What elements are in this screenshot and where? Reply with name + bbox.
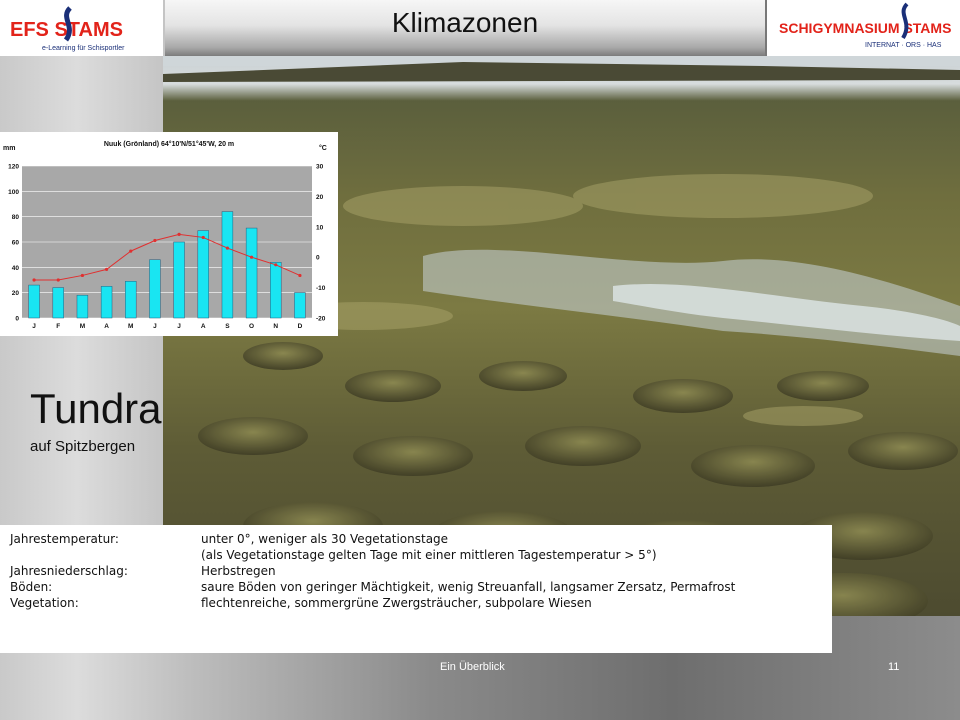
slide-subtitle: auf Spitzbergen: [30, 438, 136, 455]
schigymnasium-stams-logo: [767, 0, 960, 56]
temperature-point: [153, 239, 156, 242]
y-tick-label: 100: [8, 188, 19, 196]
x-tick-label: D: [297, 323, 303, 330]
info-label: Jahrestemperatur:: [10, 532, 119, 546]
precipitation-bar: [222, 212, 233, 318]
y2-tick-label: 0: [316, 254, 320, 262]
info-value: saure Böden von geringer Mächtigkeit, wenig Streuanfall, langsamer Zersatz, Permafrost: [201, 580, 736, 594]
temperature-point: [32, 278, 35, 281]
info-label: Böden:: [10, 580, 53, 594]
x-tick-label: S: [225, 323, 230, 330]
y-tick-label: 120: [8, 163, 19, 171]
y2-tick-label: 30: [316, 163, 324, 171]
temperature-point: [226, 246, 229, 249]
precipitation-bar: [174, 242, 185, 318]
temperature-point: [129, 250, 132, 253]
slide-title: Tundra: [30, 385, 162, 432]
header-bar: [165, 0, 765, 56]
y-tick-label: 40: [11, 264, 19, 272]
temperature-point: [57, 278, 60, 281]
temperature-point: [105, 268, 108, 271]
chart-title: Nuuk (Grönland) 64°10'N/51°45'W, 20 m: [103, 141, 235, 148]
climate-info-box: [0, 525, 832, 653]
footer-text: Ein Überblick: [440, 661, 505, 673]
precipitation-bar: [101, 286, 112, 318]
precipitation-bar: [246, 228, 257, 318]
y-tick-label: 80: [11, 214, 19, 222]
x-tick-label: J: [153, 323, 157, 330]
efs-stams-logo-graphic: [0, 0, 163, 56]
y-tick-label: 0: [15, 315, 19, 323]
x-tick-label: M: [79, 323, 86, 330]
temperature-point: [202, 236, 205, 239]
y2-tick-label: 20: [316, 193, 324, 201]
precipitation-bar: [125, 281, 136, 318]
climate-chart-svg: [0, 132, 338, 336]
precipitation-bar: [294, 293, 305, 318]
info-value: Herbstregen: [201, 564, 276, 578]
x-tick-label: A: [104, 323, 109, 330]
schigymnasium-logo-graphic: [767, 0, 960, 56]
y2-tick-label: -20: [316, 315, 326, 323]
temperature-point: [274, 263, 277, 266]
y2-tick-label: -10: [316, 285, 326, 293]
x-tick-label: F: [56, 323, 61, 330]
precipitation-bar: [198, 231, 209, 318]
x-tick-label: N: [273, 323, 279, 330]
temperature-point: [250, 256, 253, 259]
skier-swoosh-icon: [903, 4, 907, 38]
info-value: unter 0°, weniger als 30 Vegetationstage: [201, 532, 449, 546]
y-tick-label: 20: [11, 290, 19, 298]
skier-swoosh-icon: [66, 8, 70, 40]
x-tick-label: O: [249, 323, 255, 330]
precipitation-bar: [77, 295, 88, 318]
temperature-point: [177, 233, 180, 236]
y2-axis-ticks: [316, 164, 326, 323]
climate-chart: [0, 132, 338, 336]
temperature-point: [81, 274, 84, 277]
temperature-point: [298, 274, 301, 277]
info-value: (als Vegetationstage gelten Tage mit einer mittleren Tagestemperatur > 5°): [201, 548, 657, 562]
precipitation-bar: [270, 262, 281, 318]
logo-right-tagline: INTERNAT · ORS · HAS: [865, 42, 942, 49]
y-tick-label: 60: [11, 239, 19, 247]
x-tick-label: M: [128, 323, 134, 330]
info-value: flechtenreiche, sommergrüne Zwergsträucher, subpolare Wiesen: [201, 596, 592, 610]
precipitation-bar: [29, 285, 40, 318]
x-axis-ticks: [32, 323, 302, 330]
y-axis-ticks: [8, 164, 19, 323]
logo-left-tagline: e-Learning für Schisportler: [42, 45, 125, 52]
y2-tick-label: 10: [316, 224, 324, 232]
efs-stams-logo: [0, 0, 163, 56]
precipitation-bar: [149, 260, 160, 318]
x-tick-label: A: [200, 323, 206, 330]
x-tick-label: J: [177, 323, 181, 330]
precipitation-bar: [53, 288, 64, 318]
info-label: Vegetation:: [10, 596, 79, 610]
x-tick-label: J: [32, 323, 36, 330]
page-number: 11: [888, 661, 900, 673]
logo-left-brand: EFS STAMS: [10, 19, 123, 41]
logo-right-brand: SCHIGYMNASIUM STAMS: [779, 20, 952, 36]
info-label: Jahresniederschlag:: [10, 564, 128, 578]
chart-ylabel: mm: [3, 145, 16, 152]
page-title: Klimazonen: [391, 7, 539, 38]
chart-y2label: °C: [319, 145, 327, 152]
